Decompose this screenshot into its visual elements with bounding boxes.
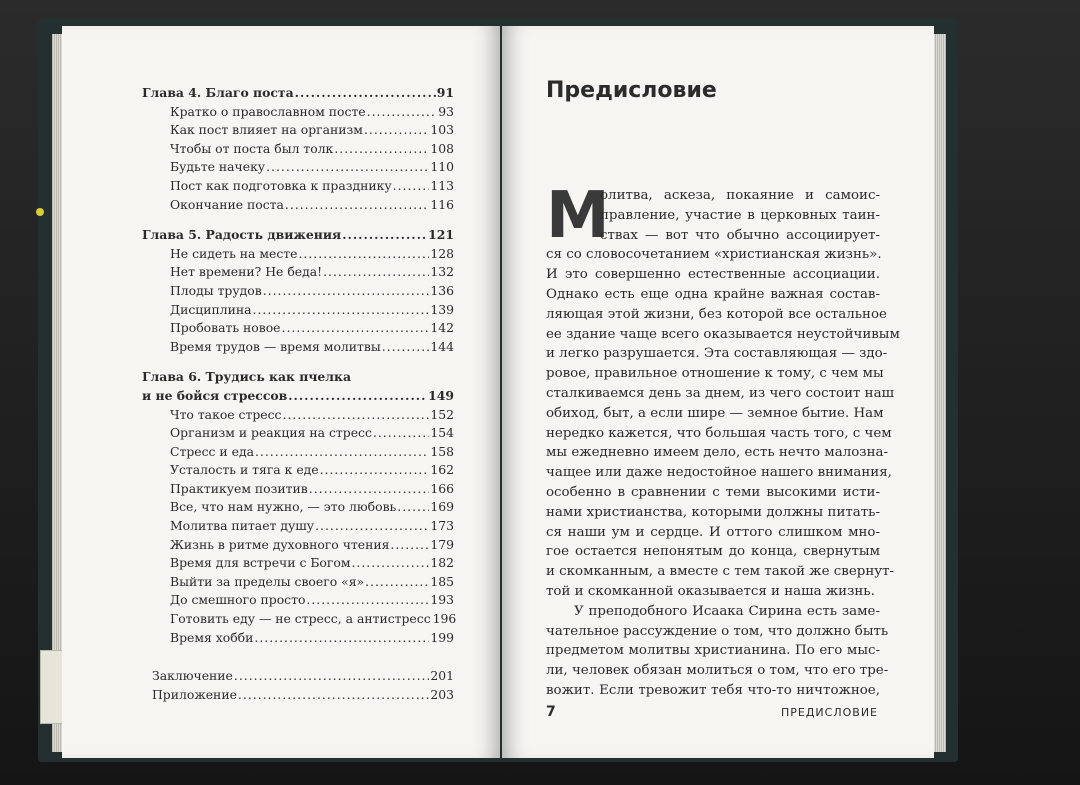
toc-row: Молитва питает душу ..... 173 (142, 517, 454, 536)
toc-row: Выйти за пределы своего «я» ..... 185 (142, 573, 454, 592)
table-of-contents (142, 84, 457, 704)
toc-row: Пост как подготовка к празднику ..... 113 (142, 177, 454, 196)
text-line: гое остается непонятым до конца, свернутым (546, 544, 880, 560)
text-line: ли, человек обязан молиться о том, что его тре- (546, 663, 889, 679)
text-line: чащее или даже недостойное нашего внимания, (546, 465, 892, 481)
text-line: сталкиваемся день за днем, из чего состоит наш (546, 385, 895, 401)
text-line: вожит. Если тревожит тебя что-то ничтожное, (546, 682, 880, 698)
text-line: обиход, быт, а если шире — земное бытие. Нам (546, 405, 884, 421)
toc-row: Как пост влияет на организм ..... 103 (142, 121, 454, 140)
toc-row: Глава 4. Благо поста ..... 91 (142, 84, 454, 103)
text-line: той и скомканной оказывается и наша жизнь. (546, 583, 875, 599)
toc-row: Пробовать новое ..... 142 (142, 319, 454, 338)
toc-row: Время для встречи с Богом ..... 182 (142, 554, 454, 573)
running-title: ПРЕДИСЛОВИЕ (780, 706, 878, 719)
text-line: нами христианства, которыми должны питать- (546, 504, 880, 520)
toc-row: Все, что нам нужно, — это любовь ..... 169 (142, 498, 454, 517)
text-line: ровое, правильное отношение к тому, с чем мы (546, 366, 884, 382)
right-page-edges (934, 34, 946, 752)
text-line: У преподобного Исаака Сирина есть заме- (574, 603, 880, 619)
page-number: 7 (546, 704, 556, 720)
preface-body (546, 179, 900, 701)
text-line: правление, участие в церковных таин- (600, 207, 880, 223)
text-line: ее здание чаще всего оказывается неустойчивым (546, 326, 900, 342)
right-page (502, 26, 934, 758)
text-line: ся наши ум и сердце. И оттого слишком мно- (546, 524, 880, 540)
text-line: чательное рассуждение о том, что должно быть (546, 623, 889, 639)
toc-row: Окончание поста ..... 116 (142, 196, 454, 215)
text-line: нередко кажется, что большая часть того, с чем (546, 425, 892, 441)
text-line: И это совершенно естественные ассоциации. (546, 267, 880, 283)
paper-tag (40, 650, 64, 724)
toc-row: Усталость и тяга к еде ..... 162 (142, 461, 454, 480)
toc-row: Кратко о православном посте ..... 93 (142, 103, 454, 122)
toc-row: Организм и реакция на стресс ..... 154 (142, 424, 454, 443)
toc-row: Время трудов — время молитвы ..... 144 (142, 338, 454, 357)
toc-row: Время хобби ..... 199 (142, 629, 454, 648)
toc-row: До смешного просто ..... 193 (142, 591, 454, 610)
toc-row: Дисциплина ..... 139 (142, 301, 454, 320)
toc-row: Практикуем позитив ..... 166 (142, 480, 454, 499)
text-line: Однако есть еще одна крайне важная состав- (546, 286, 880, 302)
text-line: предметом молитвы христианина. По его мыс- (546, 643, 880, 659)
toc-row: Приложение ..... 203 (142, 686, 454, 705)
toc-row: Жизнь в ритме духовного чтения ..... 179 (142, 536, 454, 555)
text-line: олитва, аскеза, покаяние и самоис- (600, 188, 880, 203)
drop-cap: М (546, 179, 610, 253)
toc-row: и не бойся стрессов ..... 149 (142, 387, 454, 406)
toc-row: Заключение ..... 201 (142, 667, 454, 686)
toc-row: Стресс и еда ..... 158 (142, 443, 454, 462)
toc-row: Будьте начеку ..... 110 (142, 158, 454, 177)
toc-row: Глава 5. Радость движения ..... 121 (142, 226, 454, 245)
bookmark-ribbon (36, 208, 44, 216)
page-title: Предисловие (546, 78, 717, 103)
text-line: ствах — вот что обычно ассоциирует- (600, 227, 880, 243)
toc-row: Готовить еду — не стресс, а антистресс 196 (170, 611, 457, 627)
text-line: и легко разрушается. Эта составляющая — здо- (546, 346, 888, 362)
toc-row: Плоды трудов ..... 136 (142, 282, 454, 301)
toc-row: Нет времени? Не беда! ..... 132 (142, 263, 454, 282)
text-line: и скомканным, а вместе с тем такой же свернут- (546, 564, 895, 580)
toc-row: Что такое стресс ..... 152 (142, 406, 454, 425)
left-page (62, 26, 500, 758)
text-line: ляющая этой жизни, без которой все остальное (546, 306, 887, 322)
toc-row: Чтобы от поста был толк ..... 108 (142, 140, 454, 159)
text-line: особенно в сравнении с теми высокими исти- (546, 484, 880, 500)
toc-chapter-title: Глава 6. Трудись как пчелка (142, 369, 352, 385)
toc-row: Не сидеть на месте ..... 128 (142, 245, 454, 264)
text-line: мы ежедневно имеем дело, есть нечто малозна- (546, 445, 888, 461)
text-line: ся со словосочетанием «христианская жизнь». (546, 247, 882, 263)
